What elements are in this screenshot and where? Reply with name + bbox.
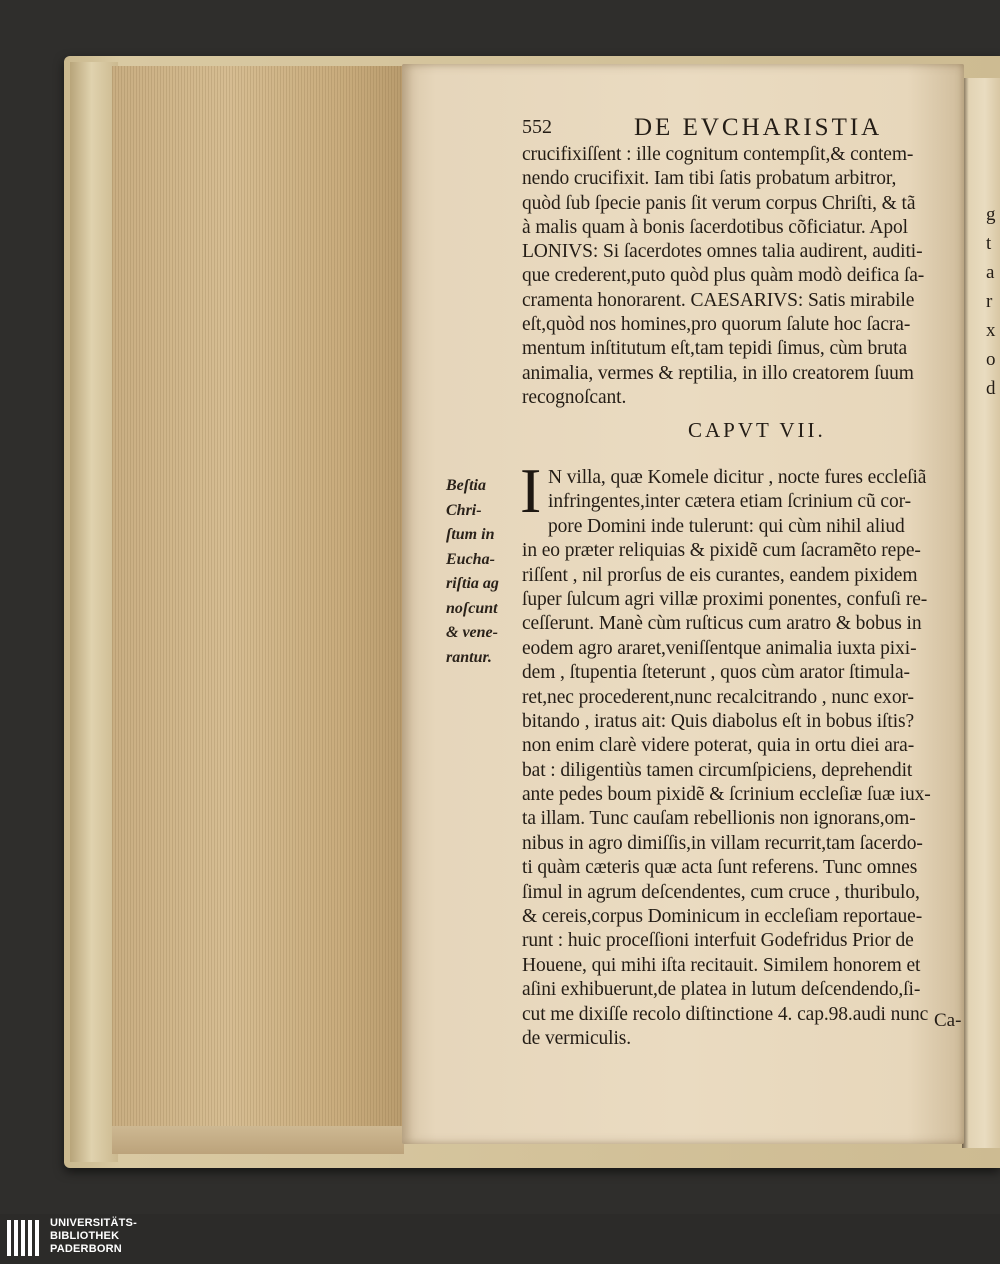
library-logo-icon (6, 1218, 40, 1258)
marginal-note-line: ſtum in (446, 526, 495, 543)
text-line: ſuper ſulcum agri villæ proximi ponentes, confuſi re- (522, 588, 928, 610)
text-line: dem , ſtupentia ſteterunt , quos cùm arator ſtimula- (522, 662, 910, 684)
text-line: bat : diligentiùs tamen circumſpiciens, deprehendit (522, 759, 913, 781)
library-name-line: PADERBORN (50, 1243, 122, 1255)
footer-bar (0, 1214, 1000, 1264)
facing-page-edge-letter: o (986, 349, 996, 370)
marginal-note-line: riſtia ag (446, 575, 499, 592)
facing-page-edge-letter: r (986, 291, 993, 312)
text-line: ante pedes boum pixidẽ & ſcrinium eccleſiæ ſuæ iux- (522, 784, 931, 806)
facing-page-edge-letter: d (986, 378, 996, 399)
text-line: eſt,quòd nos homines,pro quorum ſalute hoc ſacra- (522, 314, 911, 336)
text-line: crucifixiſſent : ille cognitum contempſit,& contem- (522, 144, 914, 165)
text-line: bitando , iratus ait: Quis diabolus eſt in bobus iſtis? (522, 710, 915, 732)
text-line: infringentes,inter cætera etiam ſcrinium cũ cor- (548, 491, 911, 513)
marginal-note-line: rantur. (446, 648, 492, 666)
facing-page-edge-letter: a (986, 262, 995, 283)
marginal-note-line: Beſtia (446, 477, 486, 494)
page-number: 552 (522, 116, 552, 138)
library-logo-text (50, 1217, 137, 1256)
facing-page-edge-letter: g (986, 204, 996, 225)
text-line: ti quàm cæteris quæ acta ſunt referens. Tunc omnes (522, 857, 918, 879)
text-line: cramenta honorarent. CAESARIVS: Satis mirabile (522, 289, 915, 311)
book-cover-edge (70, 62, 118, 1162)
marginal-note-line: noſcunt (446, 599, 498, 617)
text-line: N villa, quæ Komele dicitur , nocte fures eccleſiã (548, 467, 927, 488)
page-block-bottom (112, 1126, 404, 1154)
text-line: pore Domini inde tulerunt: qui cùm nihil aliud (548, 515, 905, 537)
text-line: aſini exhibuerunt,de platea in lutum deſcendendo,ſi- (522, 979, 921, 1001)
text-line: runt : huic proceſſioni interfuit Godefridus Prior de (522, 930, 914, 952)
text-line: ret,nec procederent,nunc recalcitrando , nunc exor- (522, 686, 914, 708)
text-line: ſimul in agrum deſcendentes, cum cruce , thuribulo, (522, 881, 920, 903)
text-line: recognoſcant. (522, 386, 627, 408)
marginal-note (446, 474, 522, 670)
text-line: de vermiculis. (522, 1027, 632, 1049)
facing-page-edge-letter: t (986, 233, 992, 254)
text-line: à malis quam à bonis ſacerdotibus cõficiatur. Apol (522, 216, 908, 238)
text-line: quòd ſub ſpecie panis ſit verum corpus Chriſti, & tã (522, 192, 916, 214)
text-line: in eo præter reliquias & pixidẽ cum ſacramẽto repe- (522, 540, 921, 562)
text-line: mentum inſtitutum eſt,tam tepidi ſimus, cùm bruta (522, 338, 908, 360)
text-line: ceſſerunt. Manè cùm ruſticus cum aratro & bobus in (522, 613, 922, 635)
marginal-note-line: Chri- (446, 501, 482, 519)
drop-capital: I (520, 455, 542, 526)
marginal-note-line: & vene- (446, 624, 498, 641)
facing-page-edge-letter: x (986, 320, 996, 341)
text-line: eodem agro araret,veniſſentque animalia iuxta pixi- (522, 637, 917, 659)
catchword: Ca- (934, 1010, 962, 1031)
library-name-line: BIBLIOTHEK (50, 1230, 120, 1242)
library-name-line: UNIVERSITÄTS- (50, 1217, 137, 1229)
text-line: non enim clarè videre poterat, quia in ortu diei ara- (522, 735, 915, 757)
marginal-note-line: Eucha- (446, 550, 495, 568)
previous-chapter-text (522, 143, 962, 410)
chapter-text (522, 466, 962, 1051)
text-line: LONIVS: Si ſacerdotes omnes talia audirent, auditi- (522, 241, 923, 263)
facing-page-edge-text (986, 200, 1000, 403)
text-line: que crederent,puto quòd plus quàm modò deifica ſa- (522, 265, 925, 287)
text-line: nibus in agro dimiſſis,in villam recurrit,tam ſacerdo- (522, 832, 923, 854)
text-line: ta illam. Tunc cauſam rebellionis non ignorans,om- (522, 808, 916, 830)
chapter-heading: CAPVT VII. (688, 418, 826, 442)
running-title: DE EVCHARISTIA (634, 114, 883, 141)
text-line: cut me dixiſſe recolo diſtinctione 4. cap.98.audi nunc (522, 1003, 929, 1025)
page-block-stack (112, 66, 406, 1142)
text-line: Houene, qui mihi iſta recitauit. Similem honorem et (522, 954, 921, 976)
text-line: nendo crucifixit. Iam tibi ſatis probatum arbitror, (522, 168, 897, 190)
text-line: animalia, vermes & reptilia, in illo creatorem ſuum (522, 362, 914, 384)
text-line: riſſent , nil prorſus de eis curantes, eandem pixidem (522, 564, 918, 586)
text-line: & cereis,corpus Dominicum in eccleſiam reportaue- (522, 906, 923, 928)
